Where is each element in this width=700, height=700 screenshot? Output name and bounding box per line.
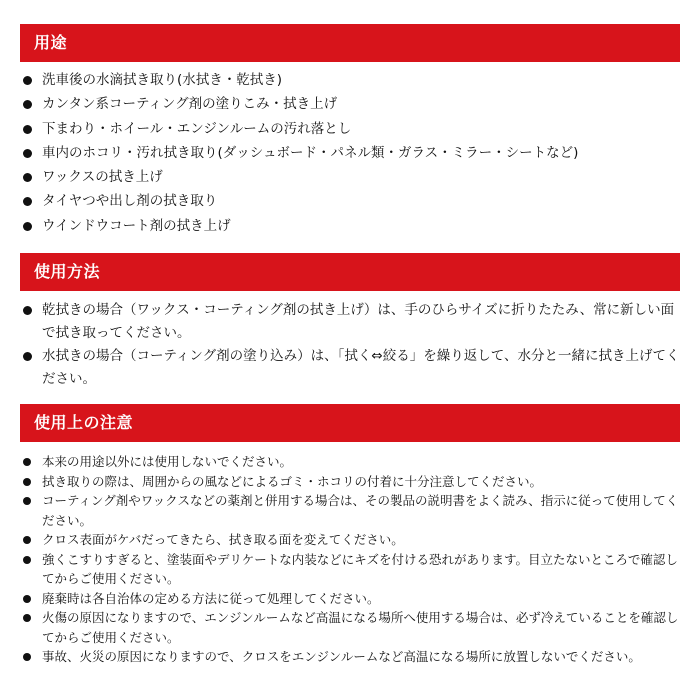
list-item-text: 拭き取りの際は、周囲からの風などによるゴミ・ホコリの付着に十分注意してください。 xyxy=(42,473,543,489)
list-item xyxy=(20,193,680,217)
bullet-icon xyxy=(23,125,32,134)
list-item xyxy=(20,452,680,472)
list-item-text: 車内のホコリ・汚れ拭き取り(ダッシュボード・パネル類・ガラス・ミラー・シートなど) xyxy=(42,144,579,161)
list-item-text: タイヤつや出し剤の拭き取り xyxy=(42,193,218,210)
list-item xyxy=(20,472,680,492)
list-item-text: 廃棄時は各自治体の定める方法に従って処理してください。 xyxy=(42,590,380,606)
cautions-list xyxy=(20,452,680,667)
method-list xyxy=(20,299,680,391)
list-item-text: 下まわり・ホイール・エンジンルームの汚れ落とし xyxy=(42,120,352,137)
list-item xyxy=(20,550,680,589)
list-item-text: ワックスの拭き上げ xyxy=(42,169,163,186)
uses-list xyxy=(20,72,680,242)
section-title-cautions: 使用上の注意 xyxy=(34,413,134,432)
list-item-text: コーティング剤やワックスなどの薬剤と併用する場合は、その製品の説明書をよく読み、指示に従って使用してください。 xyxy=(42,493,679,528)
list-item xyxy=(20,608,680,647)
bullet-icon xyxy=(23,352,32,361)
section-title-method: 使用方法 xyxy=(34,262,101,281)
list-item-text: 事故、火災の原因になりますので、クロスをエンジンルームなど高温になる場所に放置しないでください。 xyxy=(42,649,641,664)
list-item-text: 火傷の原因になりますので、エンジンルームなど高温になる場所へ使用する場合は、必ず冷えていることを確認してからご使用ください。 xyxy=(42,610,679,645)
list-item xyxy=(20,121,680,145)
bullet-icon xyxy=(23,478,31,486)
list-item xyxy=(20,589,680,609)
list-item-text: 乾拭きの場合（ワックス・コーティング剤の拭き上げ）は、手のひらサイズに折りたたみ、常に新しい面で拭き取ってください。 xyxy=(42,302,675,341)
list-item-text: 強くこすりすぎると、塗装面やデリケートな内装などにキズを付ける恐れがあります。目立たないところで確認してからご使用ください。 xyxy=(42,551,678,586)
list-item xyxy=(20,530,680,550)
list-item xyxy=(20,491,680,530)
section-header-uses xyxy=(20,24,680,62)
list-item xyxy=(20,299,680,345)
bullet-icon xyxy=(23,595,31,603)
list-item xyxy=(20,218,680,242)
list-item-text: 洗車後の水滴拭き取り(水拭き・乾拭き) xyxy=(42,72,283,88)
list-item-text: 水拭きの場合（コーティング剤の塗り込み）は、「拭く⇔絞る」を繰り返して、水分と一緒に拭き上げてください。 xyxy=(42,348,680,387)
list-item xyxy=(20,96,680,120)
bullet-icon xyxy=(23,306,32,315)
bullet-icon xyxy=(23,76,32,85)
list-item xyxy=(20,647,680,667)
list-item xyxy=(20,72,680,96)
list-item-text: ウインドウコート剤の拭き上げ xyxy=(42,217,231,234)
section-header-cautions xyxy=(20,404,680,442)
section-header-method xyxy=(20,253,680,291)
list-item-text: カンタン系コーティング剤の塗りこみ・拭き上げ xyxy=(42,96,338,113)
bullet-icon xyxy=(23,100,32,109)
section-title-uses: 用途 xyxy=(34,33,68,52)
bullet-icon xyxy=(23,653,31,661)
bullet-icon xyxy=(23,458,31,466)
list-item xyxy=(20,145,680,169)
bullet-icon xyxy=(23,197,32,206)
list-item xyxy=(20,345,680,391)
list-item-text: クロス表面がケバだってきたら、拭き取る面を変えてください。 xyxy=(42,532,404,547)
bullet-icon xyxy=(23,497,31,505)
bullet-icon xyxy=(23,149,32,158)
bullet-icon xyxy=(23,556,31,564)
bullet-icon xyxy=(23,614,31,622)
list-item xyxy=(20,169,680,193)
bullet-icon xyxy=(23,173,32,182)
bullet-icon xyxy=(23,222,32,231)
list-item-text: 本来の用途以外には使用しないでください。 xyxy=(42,454,293,469)
bullet-icon xyxy=(23,536,31,544)
